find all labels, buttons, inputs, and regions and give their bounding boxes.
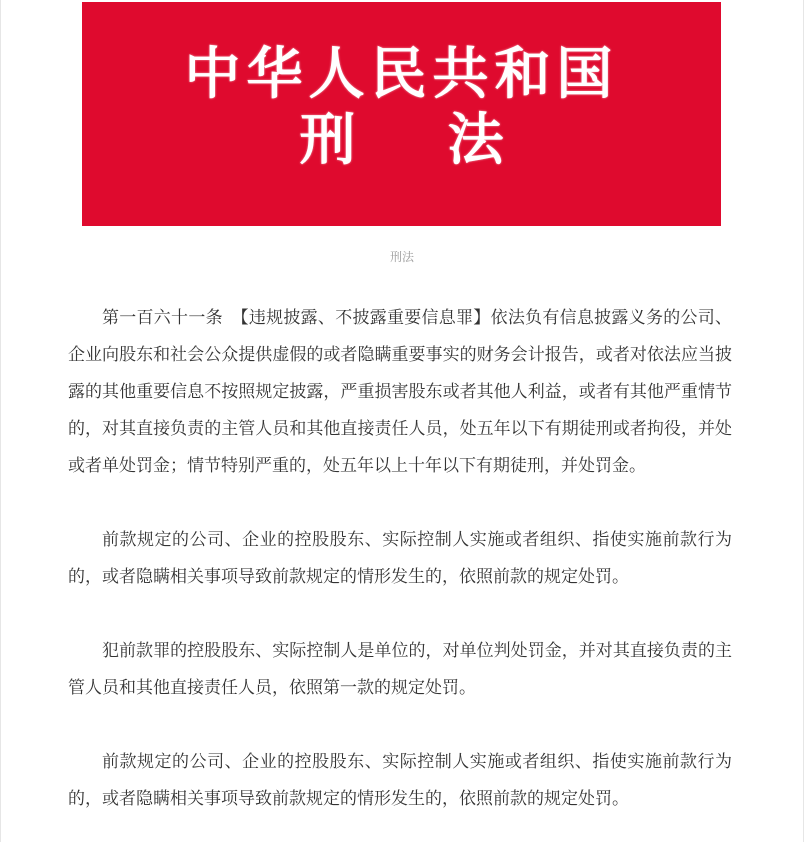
article-paragraph: 前款规定的公司、企业的控股股东、实际控制人实施或者组织、指使实施前款行为的，或者隐瞒相关事项导致前款规定的情形发生的，依照前款的规定处罚。 [68,530,732,587]
banner-subtitle-left: 刑 [299,108,356,173]
article-body [68,300,732,818]
article-paragraph: 犯前款罪的控股股东、实际控制人是单位的，对单位判处罚金，并对其直接负责的主管人员和其他直接责任人员，依照第一款的规定处罚。 [68,641,732,698]
banner-image [82,0,721,226]
article-paragraph: 前款规定的公司、企业的控股股东、实际控制人实施或者组织、指使实施前款行为的，或者隐瞒相关事项导致前款规定的情形发生的，依照前款的规定处罚。 [68,752,732,809]
banner-subtitle [82,106,721,176]
image-caption: 刑法 [389,250,414,264]
banner-subtitle-right: 法 [447,108,504,173]
article-paragraph: 第一百六十一条 【违规披露、不披露重要信息罪】依法负有信息披露义务的公司、企业向股东和社会公众提供虚假的或者隐瞒重要事实的财务会计报告，或者对依法应当披露的其他重要信息不按照规定披露，严重损害股东或者其他人利益，或者有其他严重情节的，对其直接负责的主管人员和其他直接责任人员，处五年以下有期徒刑或者拘役，并处或者单处罚金；情节特别严重的，处五年以上十年以下有期徒刑，并处罚金。 [68,308,732,476]
banner-title: 中华人民共和国 [184,42,619,107]
